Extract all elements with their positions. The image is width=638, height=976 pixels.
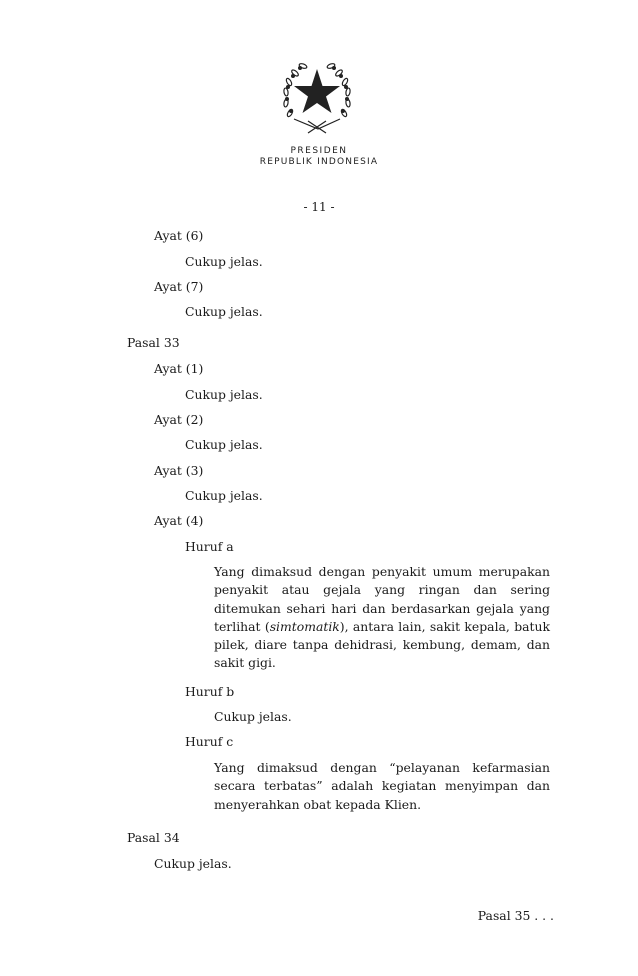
pasal-34-heading: Pasal 34 [127,830,180,845]
ayat-3-heading: Ayat (3) [154,463,204,478]
ayat-7-heading: Ayat (7) [154,279,204,294]
ayat-7-text: Cukup jelas. [185,304,263,319]
ayat-6-text: Cukup jelas. [185,254,263,269]
page-number: - 11 - [303,200,335,214]
garuda-emblem-icon [278,55,356,135]
huruf-a-text-start: Yang dimaksud dengan penyakit umum merupakan penyakit atau gejala yang ringan dan sering ditemukan sehari hari dan berdasarkan gejala yang terlihat ( [214,564,550,634]
pasal-34-text: Cukup jelas. [154,856,232,871]
header-title-line1: PRESIDEN [290,146,348,156]
ayat-1-text: Cukup jelas. [185,387,263,402]
ayat-2-heading: Ayat (2) [154,412,204,427]
huruf-b-heading: Huruf b [185,684,235,699]
ayat-3-text: Cukup jelas. [185,488,263,503]
pasal-33-heading: Pasal 33 [127,335,180,350]
ayat-1-heading: Ayat (1) [154,361,204,376]
huruf-c-paragraph: Yang dimaksud dengan “pelayanan kefarmasian secara terbatas” adalah kegiatan menyimpan dan menyerahkan obat kepada Klien. [214,760,550,812]
huruf-a-text-italic: simtomatik [269,618,340,634]
ayat-4-heading: Ayat (4) [154,513,204,528]
huruf-a-heading: Huruf a [185,539,234,554]
huruf-a-paragraph [214,563,550,673]
ayat-2-text: Cukup jelas. [185,437,263,452]
continuation-footer: Pasal 35 . . . [477,908,554,923]
huruf-a-text-end: ), antara lain, sakit kepala, batuk pilek, diare tanpa dehidrasi, kembung, demam, dan sakit gigi. [214,618,550,671]
ayat-6-heading: Ayat (6) [154,228,204,243]
header-title-line2: REPUBLIK INDONESIA [259,157,379,167]
huruf-b-text: Cukup jelas. [214,709,292,724]
huruf-c-heading: Huruf c [185,734,234,749]
